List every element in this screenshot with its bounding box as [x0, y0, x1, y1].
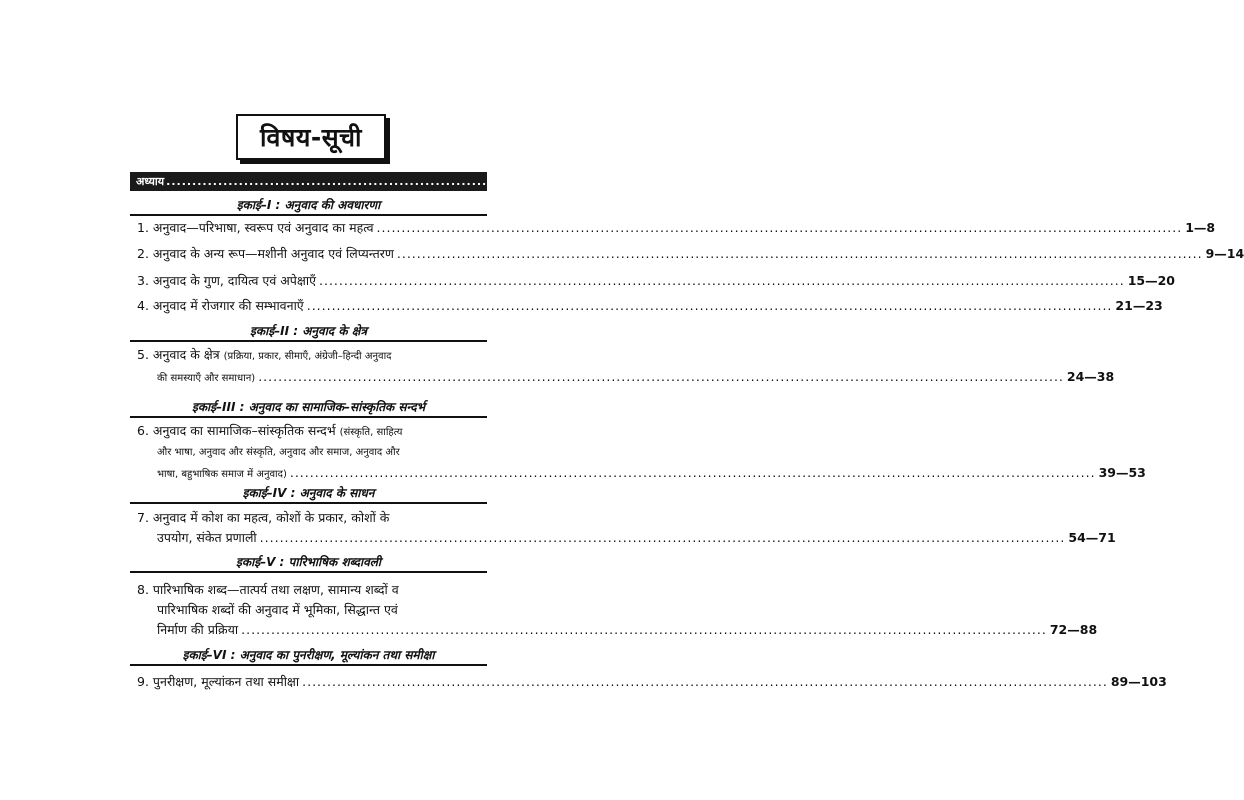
leader-dots: ..................................................................................................................................................................: [259, 530, 1066, 545]
entry-pages: 54—71: [1068, 530, 1116, 545]
entry-title: अनुवाद के अन्य रूप—मशीनी अनुवाद एवं लिप्यन्तरण: [152, 246, 394, 261]
entry-pages: 9—14: [1205, 246, 1244, 261]
leader-dots: ..................................................................................................................................................................: [302, 674, 1108, 689]
column-header-bar: [130, 172, 1048, 191]
entry-pages: 39—53: [1098, 465, 1146, 480]
unit-heading-3: इकाई–III : अनुवाद का सामाजिक–सांस्कृतिक सन्दर्भ: [130, 396, 487, 418]
unit-heading-1: इकाई–I : अनुवाद की अवधारणा: [130, 194, 487, 216]
entry-subtopics-line-2: की समस्याएँ और समाधान): [157, 373, 256, 384]
entry-subtopics-line-3: भाषा, बहुभाषिक समाज में अनुवाद): [157, 469, 287, 480]
toc-entry-2[interactable]: [137, 244, 1244, 264]
leader-dots: ..................................................................................................................................................................: [241, 622, 1047, 637]
entry-title: अनुवाद में कोश का महत्व, कोशों के प्रकार, कोशों के: [152, 510, 390, 525]
toc-entry-9[interactable]: [137, 672, 1167, 692]
entry-number: 5.: [137, 347, 149, 362]
entry-number: 8.: [137, 582, 149, 597]
entry-title: अनुवाद—परिभाषा, स्वरूप एवं अनुवाद का महत्व: [152, 220, 374, 235]
entry-number: 3.: [137, 273, 149, 288]
entry-title: अनुवाद के गुण, दायित्व एवं अपेक्षाएँ: [152, 273, 317, 288]
page-number-column-label: पृष्ठ-संख्या: [1007, 175, 1048, 188]
entry-title-line-2: पारिभाषिक शब्दों की अनुवाद में भूमिका, सिद्धान्त एवं: [157, 602, 398, 617]
leader-dots: ..................................................................................................................................................................: [319, 273, 1125, 288]
entry-pages: 21—23: [1115, 298, 1163, 313]
leader-dots: ..................................................................................................................................................................: [396, 246, 1203, 261]
entry-pages: 15—20: [1127, 273, 1176, 288]
unit-heading-4: इकाई–IV : अनुवाद के साधन: [130, 482, 487, 504]
leader-dots: ..................................................................................................................................................................: [289, 465, 1096, 480]
toc-entry-6[interactable]: [137, 421, 1146, 485]
entry-title-line-3: निर्माण की प्रक्रिया: [157, 622, 239, 637]
entry-number: 9.: [137, 674, 149, 689]
unit-heading-6: इकाई–VI : अनुवाद का पुनरीक्षण, मूल्यांकन तथा समीक्षा: [130, 644, 487, 666]
unit-heading-2: इकाई–II : अनुवाद के क्षेत्र: [130, 320, 487, 342]
entry-number: 4.: [137, 298, 149, 313]
entry-title: अनुवाद का सामाजिक–सांस्कृतिक सन्दर्भ: [152, 423, 336, 438]
entry-pages: 72—88: [1049, 622, 1098, 637]
leader-dots: ..................................................................................................................................................................: [166, 175, 1006, 188]
entry-pages: 89—103: [1110, 674, 1167, 689]
toc-entry-8[interactable]: [137, 580, 1098, 640]
toc-entry-1[interactable]: [137, 218, 1216, 238]
leader-dots: ..................................................................................................................................................................: [376, 220, 1183, 235]
entry-subtopics: (संस्कृति, साहित्य: [339, 427, 403, 438]
entry-title-line-2: उपयोग, संकेत प्रणाली: [157, 530, 257, 545]
entry-title: अनुवाद के क्षेत्र: [152, 347, 220, 362]
page-title: विषय-सूची: [236, 114, 386, 160]
entry-number: 1.: [137, 220, 149, 235]
toc-entry-4[interactable]: [137, 296, 1163, 316]
toc-entry-7[interactable]: [137, 508, 1116, 548]
entry-pages: 1—8: [1185, 220, 1216, 235]
leader-dots: ..................................................................................................................................................................: [258, 369, 1064, 384]
entry-number: 2.: [137, 246, 149, 261]
entry-number: 6.: [137, 423, 149, 438]
chapter-column-label: अध्याय: [136, 175, 165, 188]
toc-entry-5[interactable]: [137, 345, 1115, 389]
entry-subtopics-line-2: और भाषा, अनुवाद और संस्कृति, अनुवाद और समाज, अनुवाद और: [157, 447, 400, 458]
entry-title: पुनरीक्षण, मूल्यांकन तथा समीक्षा: [152, 674, 300, 689]
toc-entry-3[interactable]: [137, 271, 1176, 291]
entry-title: पारिभाषिक शब्द—तात्पर्य तथा लक्षण, सामान्य शब्दों व: [152, 582, 399, 597]
entry-pages: 24—38: [1066, 369, 1115, 384]
unit-heading-5: इकाई–V : पारिभाषिक शब्दावली: [130, 551, 487, 573]
leader-dots: ..................................................................................................................................................................: [306, 298, 1113, 313]
entry-subtopics: (प्रक्रिया, प्रकार, सीमाएँ, अंग्रेजी–हिन्दी अनुवाद: [223, 351, 392, 362]
entry-number: 7.: [137, 510, 149, 525]
entry-title: अनुवाद में रोजगार की सम्भावनाएँ: [152, 298, 304, 313]
